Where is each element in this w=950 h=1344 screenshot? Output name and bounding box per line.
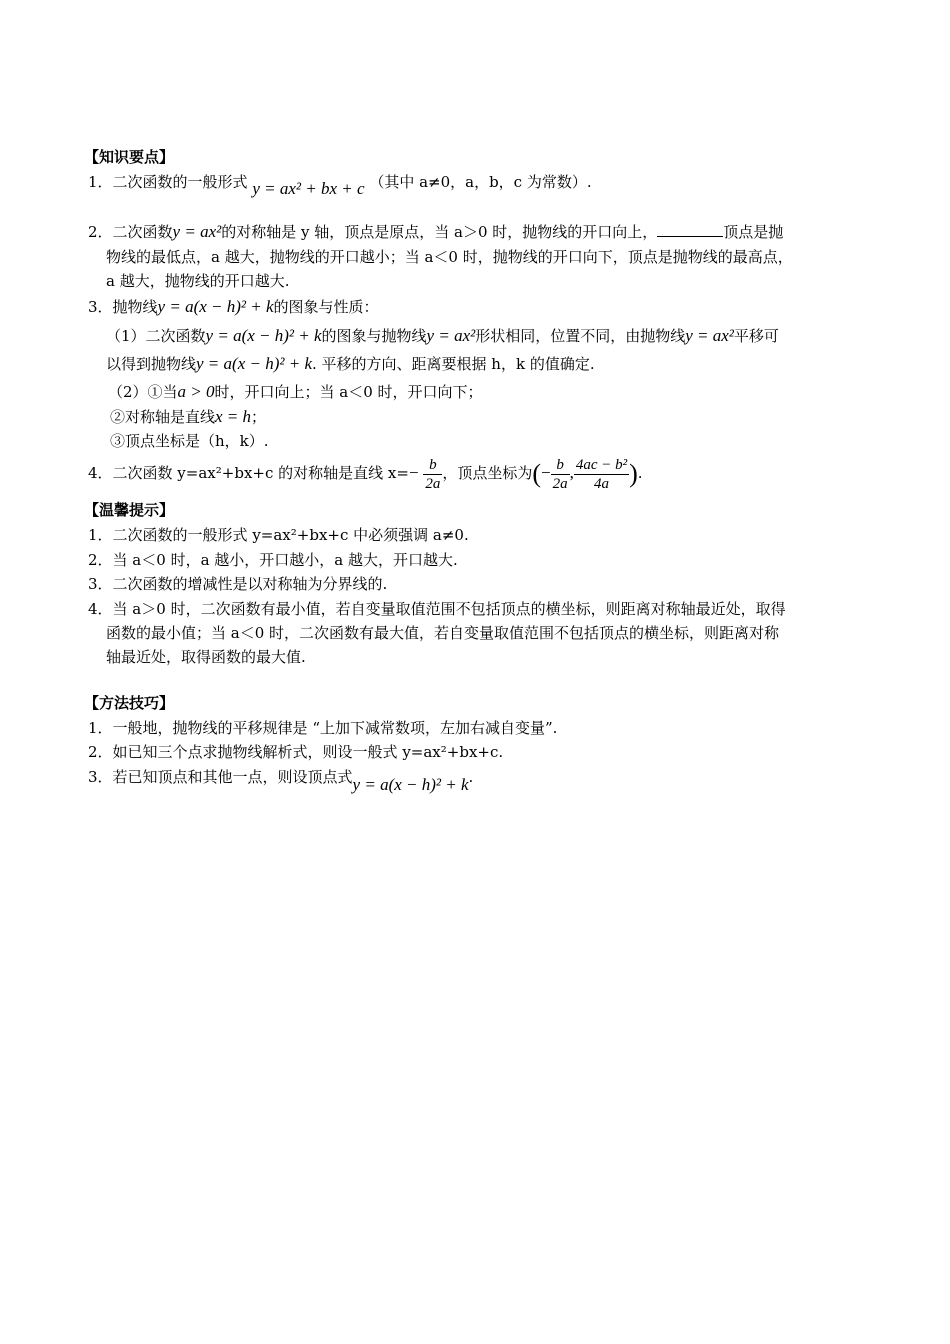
tip-1: 1．二次函数的一般形式 y=ax²+bx+c 中必须强调 a≠0. bbox=[88, 526, 469, 544]
knowledge-2-line-3: a 越大，抛物线的开口越大. bbox=[106, 272, 290, 290]
minus-sign: − bbox=[408, 463, 419, 482]
paren-open: ( bbox=[532, 459, 541, 488]
section-heading-knowledge: 【知识要点】 bbox=[84, 148, 175, 166]
method-3-text: 3．若已知顶点和其他一点，则设顶点式 bbox=[88, 768, 353, 786]
knowledge-2-formula: y = ax² bbox=[172, 222, 222, 241]
knowledge-3-2b-text: ②对称轴是直线 bbox=[110, 408, 216, 426]
knowledge-1-text: 1．二次函数的一般形式 bbox=[88, 173, 248, 191]
knowledge-3-1-l2-text: 以得到抛物线 bbox=[106, 355, 197, 373]
knowledge-2-text-end: 顶点是抛 bbox=[723, 223, 784, 241]
paren-close: ) bbox=[629, 459, 638, 488]
knowledge-4-mid: ，顶点坐标为 bbox=[442, 464, 533, 482]
knowledge-item-3 bbox=[88, 295, 866, 319]
fraction-axis bbox=[423, 456, 442, 493]
knowledge-3-1-formula2: y = ax² bbox=[426, 326, 476, 345]
knowledge-1-formula: y = ax² + bx + c bbox=[252, 179, 365, 198]
method-3 bbox=[88, 765, 866, 794]
section-heading-tips: 【温馨提示】 bbox=[84, 501, 175, 519]
section-heading-methods: 【方法技巧】 bbox=[84, 694, 175, 712]
fraction-numerator: b bbox=[556, 456, 564, 473]
knowledge-3-1-line-2 bbox=[106, 352, 866, 376]
knowledge-3-1-l2-post: . 平移的方向、距离要根据 h，k 的值确定. bbox=[312, 355, 595, 373]
fill-in-blank[interactable] bbox=[657, 222, 723, 237]
fraction-denominator: 2a bbox=[425, 475, 441, 492]
knowledge-3-1-text: （1）二次函数 bbox=[106, 327, 206, 345]
knowledge-item-2 bbox=[88, 220, 866, 244]
knowledge-3-text-post: 的图象与性质： bbox=[273, 298, 379, 316]
knowledge-3-1 bbox=[106, 324, 866, 348]
knowledge-3-1-mid: 的图象与抛物线 bbox=[321, 327, 427, 345]
knowledge-3-2-text: （2）①当 bbox=[108, 383, 178, 401]
tip-2: 2．当 a＜0 时，a 越小，开口越小，a 越大，开口越大. bbox=[88, 551, 458, 569]
fraction-numerator: 4ac − b² bbox=[575, 456, 628, 473]
tip-4-line-3: 轴最近处，取得函数的最大值. bbox=[106, 648, 306, 666]
knowledge-3-2 bbox=[108, 380, 866, 404]
method-1: 1．一般地，抛物线的平移规律是 “上加下减常数项，左加右减自变量”. bbox=[88, 719, 558, 737]
method-3-post: . bbox=[468, 768, 474, 786]
knowledge-3-2-post: 时，开口向上；当 a＜0 时，开口向下； bbox=[214, 383, 483, 401]
knowledge-3-2-b bbox=[110, 405, 866, 429]
fraction-denominator: 2a bbox=[552, 475, 568, 492]
knowledge-3-2-c: ③顶点坐标是（h，k）. bbox=[110, 432, 269, 450]
knowledge-2-text: 2．二次函数 bbox=[88, 223, 173, 241]
knowledge-3-1-formula3: y = ax² bbox=[685, 326, 734, 345]
tip-3: 3．二次函数的增减性是以对称轴为分界线的. bbox=[88, 575, 388, 593]
knowledge-3-1-l2-formula: y = a(x − h)² + k bbox=[196, 354, 312, 373]
comma: , bbox=[569, 463, 574, 482]
method-3-formula: y = a(x − h)² + k bbox=[352, 775, 469, 794]
knowledge-4-end: . bbox=[637, 464, 643, 482]
fraction-vertex-y bbox=[574, 456, 629, 493]
fraction-denominator: 4a bbox=[574, 474, 629, 493]
knowledge-2-text-mid: 的对称轴是 y 轴，顶点是原点，当 a＞0 时，抛物线的开口向上， bbox=[221, 223, 658, 241]
fraction-vertex-x bbox=[551, 456, 570, 493]
knowledge-4-text: 4．二次函数 y=ax²+bx+c 的对称轴是直线 x= bbox=[88, 464, 409, 482]
tip-4-line-1: 4．当 a＞0 时，二次函数有最小值，若自变量取值范围不包括顶点的横坐标，则距离对称轴最近处，取得 bbox=[88, 600, 786, 618]
knowledge-3-2-formula: a > 0 bbox=[177, 382, 215, 401]
knowledge-3-2b-post: ； bbox=[251, 408, 267, 426]
minus-sign-2: − bbox=[541, 463, 551, 482]
method-2: 2．如已知三个点求抛物线解析式，则设一般式 y=ax²+bx+c. bbox=[88, 743, 504, 761]
knowledge-item-4 bbox=[88, 452, 866, 495]
knowledge-3-2b-formula: x = h bbox=[215, 407, 252, 426]
fraction-numerator: b bbox=[429, 456, 437, 473]
knowledge-1-note: （其中 a≠0，a，b，c 为常数）. bbox=[369, 173, 592, 191]
knowledge-3-1-end: 平移可 bbox=[733, 327, 779, 345]
knowledge-3-formula: y = a(x − h)² + k bbox=[157, 297, 274, 316]
knowledge-3-1-mid2: 形状相同，位置不同，由抛物线 bbox=[475, 327, 686, 345]
knowledge-3-1-formula: y = a(x − h)² + k bbox=[205, 326, 322, 345]
knowledge-2-line-2: 物线的最低点，a 越大，抛物线的开口越小；当 a＜0 时，抛物线的开口向下，顶点是抛物线的最高点， bbox=[106, 248, 793, 266]
tip-4-line-2: 函数的最小值；当 a＜0 时，二次函数有最大值，若自变量取值范围不包括顶点的横坐标，则距离对称 bbox=[106, 624, 780, 642]
knowledge-item-1 bbox=[88, 170, 866, 198]
knowledge-3-text: 3．抛物线 bbox=[88, 298, 158, 316]
